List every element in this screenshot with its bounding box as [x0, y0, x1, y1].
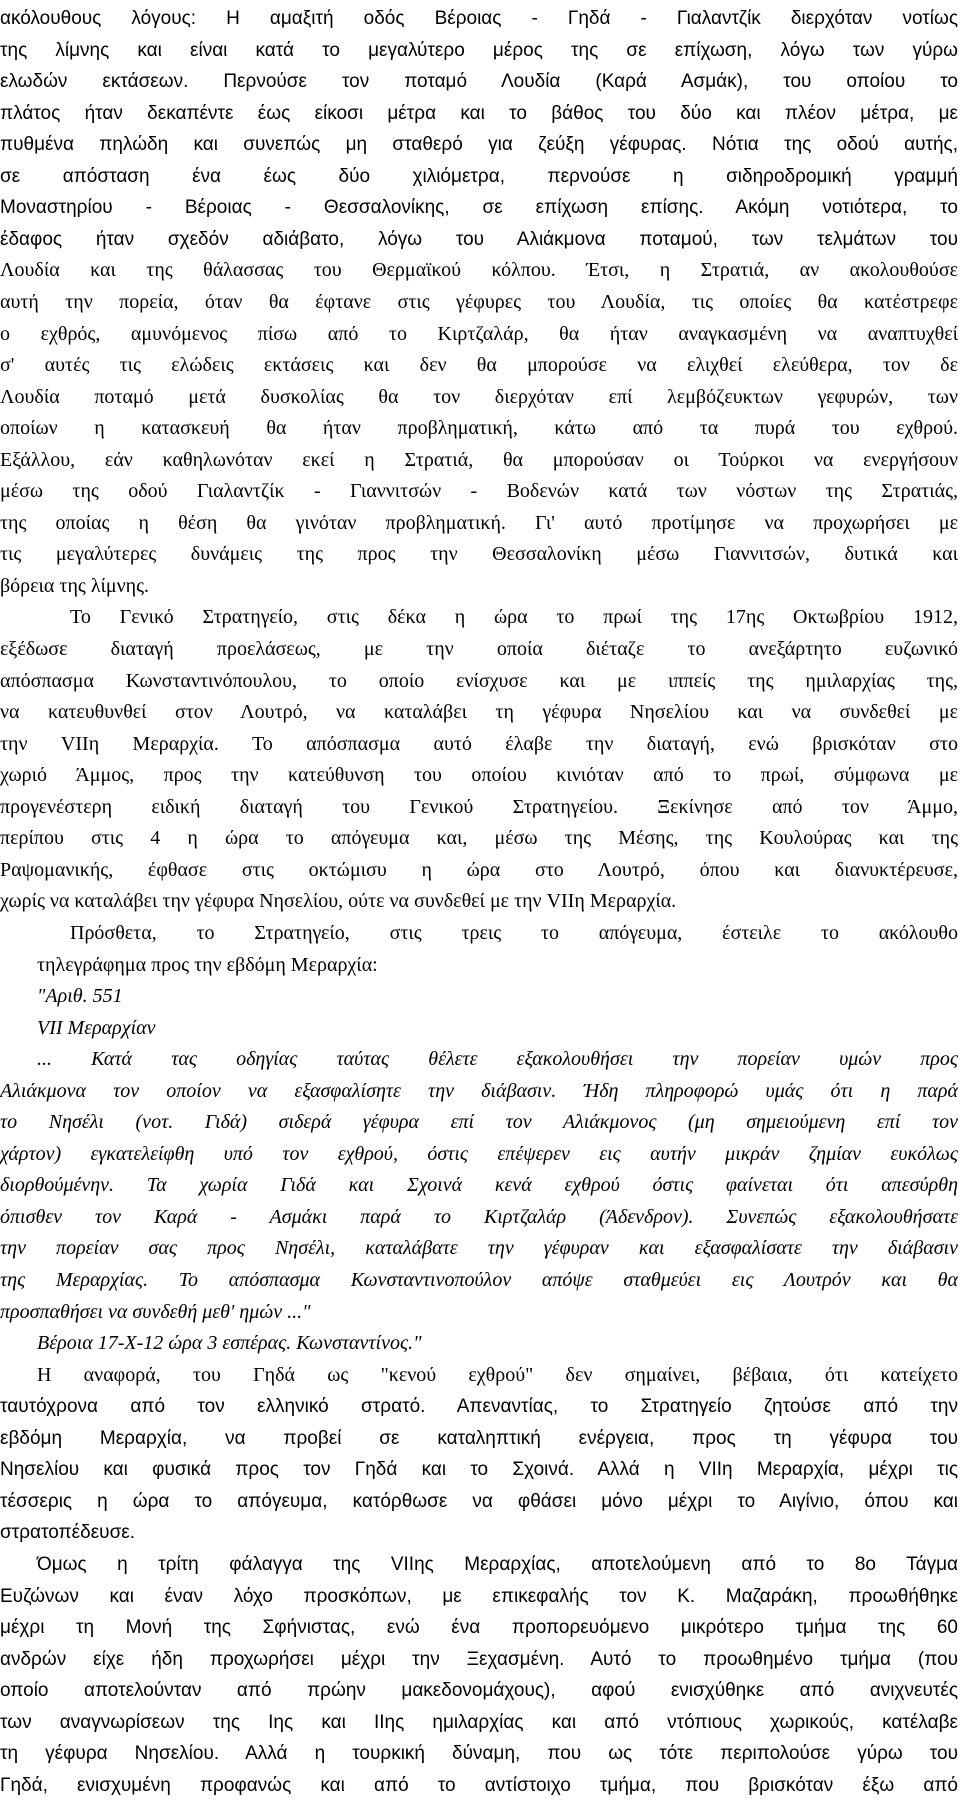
text-line: οποίων η κατασκευή θα ήταν προβληματική, κάτω από τα πυρά του εχθρού.	[0, 417, 958, 440]
text-line: Αλιάκμονα τον οποίον να εξασφαλίσητε την διάβασιν. Ήδη πληροφορώ υμάς ότι η παρά	[0, 1079, 958, 1102]
text-line: το Νησέλι (νοτ. Γιδά) σιδερά γέφυρα επί τον Αλιάκμονος (μη σημειούμενη επί τον	[0, 1111, 958, 1134]
text-line: Γηδά, ενισχυμένη προφανώς και από το αντίστοιχο τμήμα, που βρισκόταν έξω από	[0, 1774, 958, 1796]
text-line: ... Κατά τας οδηγίας ταύτας θέλετε εξακολουθήσει την πορείαν υμών προς	[37, 1048, 958, 1071]
text-line: προσπαθήσει να συνδεθή μεθ' ημών ..."	[0, 1300, 311, 1323]
text-line: Το Γενικό Στρατηγείο, στις δέκα η ώρα το πρωί της 17ης Οκτωβρίου 1912,	[70, 606, 958, 629]
text-line: πυθμένα πηλώδη και συνεπώς μη σταθερό για ζεύξη γέφυρας. Νότια της οδού αυτής,	[0, 134, 958, 156]
text-line: τέσσερις η ώρα το απόγευμα, κατόρθωσε να φθάσει μόνο μέχρι το Αιγίνιο, όπου και	[0, 1490, 958, 1512]
text-line: διορθούμένην. Τα χωρία Γιδά και Σχοινά κενά εχθρού όστις φαίνεται ότι απεσύρθη	[0, 1174, 958, 1197]
text-line: έδαφος ήταν σχεδόν αδιάβατο, λόγω του Αλιάκμονα ποταμού, των τελμάτων του	[0, 228, 958, 250]
text-line: ταυτόχρονα από τον ελληνικό στρατό. Απεναντίας, το Στρατηγείο ζητούσε από την	[0, 1396, 958, 1418]
text-line: περίπου στις 4 η ώρα το απόγευμα και, μέσω της Μέσης, της Κουλούρας και της	[0, 827, 958, 850]
text-line: όπισθεν τον Καρά - Ασμάκι παρά το Κιρτζαλάρ (Άδενδρον). Συνεπώς εξακολουθήσατε	[0, 1205, 958, 1228]
text-line: των αναγνωρίσεων της Ιης και ΙΙης ημιλαρχίας και από ντόπιους χωρικούς, κατέλαβε	[0, 1711, 958, 1733]
text-line: ο εχθρός, αμυνόμενος πίσω από το Κιρτζαλάρ, θα ήταν αναγκασμένη να αναπτυχθεί	[0, 322, 958, 345]
text-line: Βέροια 17-Χ-12 ώρα 3 εσπέρας. Κωνσταντίνος."	[37, 1332, 422, 1355]
text-line: Λουδία ποταμό μετά δυσκολίας θα τον διερχόταν επί λεμβόζευκτων γεφυρών, των	[0, 385, 958, 408]
text-line: αυτή την πορεία, όταν θα έφτανε στις γέφυρες του Λουδία, τις οποίες θα κατέστρεφε	[0, 290, 958, 313]
text-line: VII Μεραρχίαν	[37, 1016, 156, 1039]
text-line: προγενέστερη ειδική διαταγή του Γενικού Στρατηγείου. Ξεκίνησε από τον Άμμο,	[0, 795, 958, 818]
text-line: Όμως η τρίτη φάλαγγα της VIIης Μεραρχίας, αποτελούμενη από το 8ο Τάγμα	[37, 1553, 958, 1575]
text-line: χάρτον) εγκατελείφθη υπό τον εχθρού, όστις επέψερεν εις αυτήν μικράν ζημίαν ευκόλως	[0, 1142, 958, 1165]
text-line: Η αναφορά, του Γηδά ως "κενού εχθρού" δεν σημαίνει, βέβαια, ότι κατείχετο	[37, 1363, 958, 1386]
text-line: μέσω της οδού Γιαλαντζίκ - Γιαννιτσών - Βοδενών κατά των νόστων της Στρατιάς,	[0, 480, 958, 503]
text-line: σ' αυτές τις ελώδεις εκτάσεις και δεν θα μπορούσε να ελιχθεί ελεύθερα, τον δε	[0, 354, 958, 377]
text-line: ανδρών είχε ήδη προχωρήσει μέχρι την Ξεχασμένη. Αυτό το προωθημένο τμήμα (που	[0, 1648, 958, 1670]
text-line: να κατευθυνθεί στον Λουτρό, να καταλάβει τη γέφυρα Νησελίου και να συνδεθεί με	[0, 701, 958, 724]
text-line: μέχρι τη Μονή της Σφήνιστας, ενώ ένα προπορευόμενο μικρότερο τμήμα της 60	[0, 1617, 958, 1639]
text-line: Νησελίου και φυσικά προς τον Γηδά και το Σχοινά. Αλλά η VIIη Μεραρχία, μέχρι τις	[0, 1459, 958, 1481]
text-line: Ευζώνων και έναν λόχο προσκόπων, με επικεφαλής τον Κ. Μαζαράκη, προωθήθηκε	[0, 1585, 958, 1607]
text-line: τις μεγαλύτερες δυνάμεις της προς την Θεσσαλονίκη μέσω Γιαννιτσών, δυτικά και	[0, 543, 958, 566]
text-line: Πρόσθετα, το Στρατηγείο, στις τρεις το απόγευμα, έστειλε το ακόλουθο	[70, 921, 958, 944]
text-line: χωριό Άμμος, προς την κατεύθυνση του οποίου κινιόταν από το πρωί, σύμφωνα με	[0, 764, 958, 787]
text-line: βόρεια της λίμνης.	[0, 574, 150, 597]
text-line: την πορείαν σας προς Νησέλι, καταλάβατε την γέφυραν και εξασφαλίσατε την διάβασιν	[0, 1237, 958, 1260]
text-line: τηλεγράφημα προς την εβδόμη Μεραρχία:	[37, 953, 378, 976]
text-line: ελωδών εκτάσεων. Περνούσε τον ποταμό Λουδία (Καρά Ασμάκ), του οποίου το	[0, 71, 958, 93]
text-line: της λίμνης και είναι κατά το μεγαλύτερο μέρος της σε επίχωση, λόγω των γύρω	[0, 39, 958, 61]
text-line: της Μεραρχίας. Το απόσπασμα Κωνσταντινοπούλον απόψε σταθμεύει εις Λουτρόν και θα	[0, 1269, 958, 1291]
text-line: της οποίας η θέση θα γινόταν προβληματική. Γι' αυτό προτίμησε να προχωρήσει με	[0, 511, 958, 534]
text-line: "Αριθ. 551	[37, 985, 123, 1008]
text-line: Μοναστηρίου - Βέροιας - Θεσσαλονίκης, σε επίχωση επίσης. Ακόμη νοτιότερα, το	[0, 197, 958, 219]
text-line: χωρίς να καταλάβει την γέφυρα Νησελίου, ούτε να συνδεθεί με την VIIη Μεραρχία.	[0, 890, 677, 913]
text-line: πλάτος ήταν δεκαπέντε έως είκοσι μέτρα και το βάθος του δύο και πλέον μέτρα, με	[0, 102, 958, 124]
text-line: Ραψομανικής, έφθασε στις οκτώμισυ η ώρα στο Λουτρό, όπου και διανυκτέρευσε,	[0, 858, 958, 881]
text-line: απόσπασμα Κωνσταντινόπουλου, το οποίο ενίσχυσε και με ιππείς της ημιλαρχίας της,	[0, 669, 958, 692]
text-line: εβδόμη Μεραρχία, να προβεί σε καταληπτική ενέργεια, προς τη γέφυρα του	[0, 1427, 958, 1449]
text-line: την VIIη Μεραρχία. Το απόσπασμα αυτό έλαβε την διαταγή, ενώ βρισκόταν στο	[0, 732, 958, 755]
text-line: Λουδία και της θάλασσας του Θερμαϊκού κόλπου. Έτσι, η Στρατιά, αν ακολουθούσε	[0, 259, 958, 282]
text-line: στρατοπέδευσε.	[0, 1522, 136, 1544]
text-line: οποίο αποτελούνταν από πρώην μακεδονομάχους), αφού ενισχύθηκε από ανιχνευτές	[0, 1680, 958, 1702]
text-line: Εξάλλου, εάν καθηλωνόταν εκεί η Στρατιά, θα μπορούσαν οι Τούρκοι να ενεργήσουν	[0, 448, 958, 471]
text-line: σε απόσταση ένα έως δύο χιλιόμετρα, περνούσε η σιδηροδρομική γραμμή	[0, 165, 958, 187]
text-line: εξέδωσε διαταγή προελάσεως, με την οποία διέταζε το ανεξάρτητο ευζωνικό	[0, 638, 958, 660]
text-line: ακόλουθους λόγους: Η αμαξιτή οδός Βέροιας - Γηδά - Γιαλαντζίκ διερχόταν νοτίως	[0, 8, 958, 29]
text-line: τη γέφυρα Νησελίου. Αλλά η τουρκική δύναμη, που ως τότε περιπολούσε γύρω του	[0, 1743, 958, 1765]
